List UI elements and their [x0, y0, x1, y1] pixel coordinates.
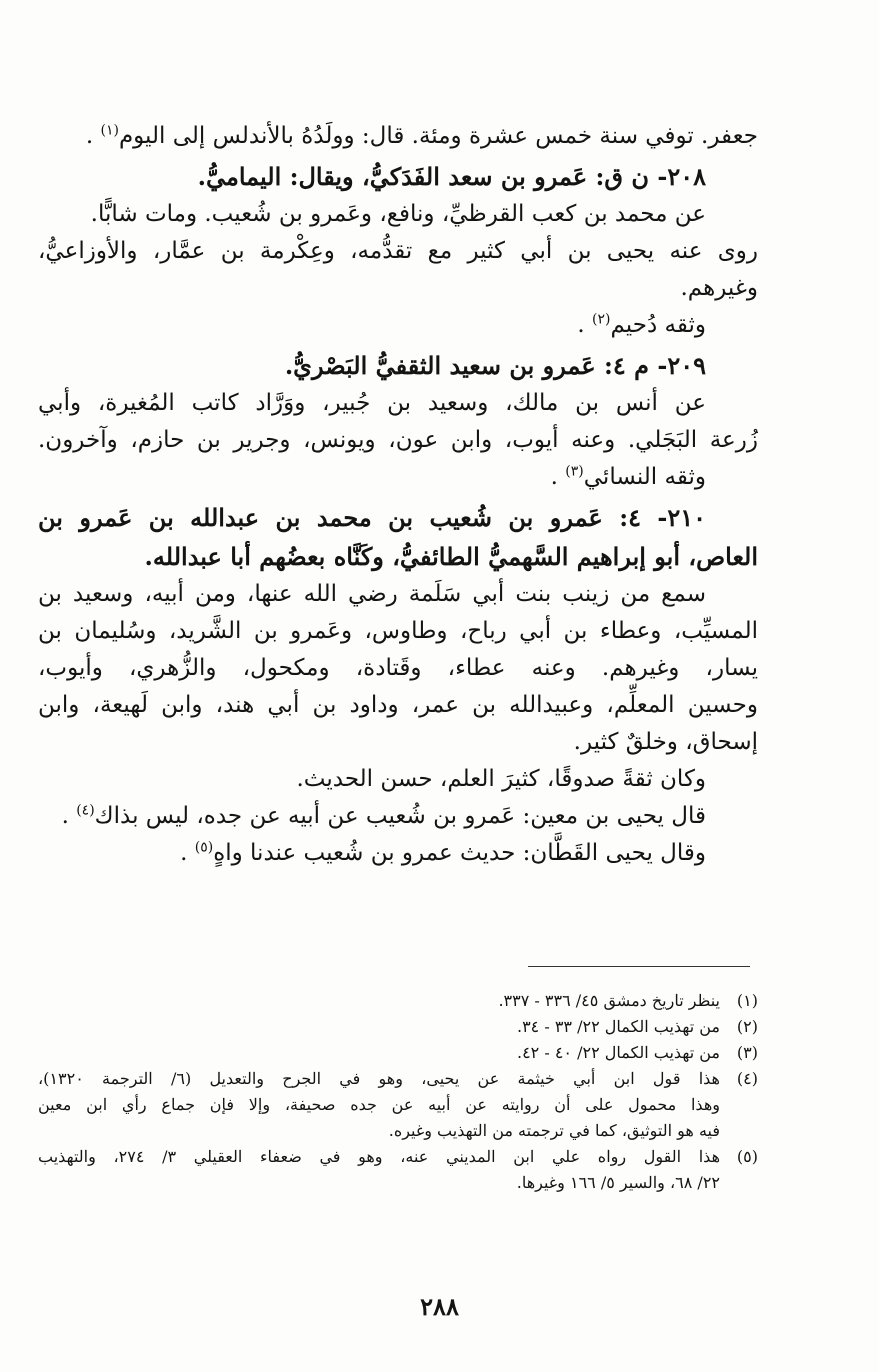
line-text: إسحاق، وخلقٌ كثير.: [573, 729, 758, 755]
footnote-line: وهذا محمول على أن روايته عن أبيه عن جده صحيفة، وإلا فإن جماع رأي ابن معين: [38, 1095, 720, 1114]
text-line: [38, 385, 758, 422]
footnotes: [38, 988, 758, 1196]
entry-heading: [38, 346, 758, 385]
footnote-line: من تهذيب الكمال ٢٢/ ٣٣ - ٣٤.: [516, 1017, 720, 1036]
line-end-punct: .: [85, 123, 101, 149]
footnote: [38, 1014, 758, 1040]
text-line: [38, 761, 758, 798]
footnote-line: ٢٢/ ٦٨، والسير ٥/ ١٦٦ وغيرها.: [516, 1173, 720, 1192]
footnote-ref: (٥): [194, 839, 214, 856]
main-text: [38, 118, 758, 872]
line-text: زُرعة البَجَلي. وعنه أيوب، وابن عون، ويونس، وجرير بن حازم، وآخرون.: [38, 427, 758, 453]
line-text: وغيرهم.: [680, 275, 758, 301]
footnote-line: هذا قول ابن أبي خيثمة عن يحيى، وهو في الجرح والتعديل (٦/ الترجمة ١٣٢٠)،: [38, 1069, 720, 1088]
line-end-punct: .: [180, 840, 195, 866]
footnote-number: (٥): [736, 1147, 758, 1166]
line-text: وثقه دُحيم: [610, 312, 706, 338]
line-text: ٢١٠- ٤: عَمرو بن شُعيب بن محمد بن عبدالله بن عَمرو بن: [38, 503, 706, 532]
footnote-ref: (٢): [592, 311, 611, 328]
text-line: [38, 613, 758, 650]
line-end-punct: .: [550, 464, 566, 490]
text-line: [38, 687, 758, 724]
text-line: [38, 422, 758, 459]
footnote-number: (٤): [736, 1069, 758, 1088]
text-line: [38, 798, 758, 835]
line-text: عن أنس بن مالك، وسعيد بن جُبير، ووَرَّاد كاتب المُغيرة، وأبي: [38, 390, 706, 416]
footnote: [38, 1066, 758, 1144]
footnote-number: (١): [736, 991, 758, 1010]
text-line: [38, 459, 758, 496]
line-text: يسار، وغيرهم. وعنه عطاء، وقَتادة، ومكحول، والزُّهري، وأيوب،: [38, 655, 758, 681]
line-text: سمع من زينب بنت أبي سَلَمة رضي الله عنها، ومن أبيه، وسعيد بن: [38, 581, 706, 607]
line-text: وثقه النسائي: [583, 464, 706, 490]
entry-heading: [38, 157, 758, 196]
footnote-divider: [528, 966, 750, 967]
text-line: [38, 233, 758, 270]
text-line: [38, 576, 758, 613]
line-text: ٢٠٨- ن ق: عَمرو بن سعد الفَدَكيُّ، ويقال: اليماميُّ.: [197, 162, 706, 191]
line-text: روى عنه يحيى بن أبي كثير مع تقدُّمه، وعِكْرمة بن عمَّار، والأوزاعيُّ،: [38, 238, 758, 264]
line-text: العاص، أبو إبراهيم السَّهميُّ الطائفيُّ، وكَنَّاه بعضُهم أبا عبدالله.: [144, 542, 758, 571]
footnote-ref: (٣): [565, 463, 584, 480]
text-line: [38, 835, 758, 872]
footnote-line: فيه هو التوثيق، كما في ترجمته من التهذيب وغيره.: [388, 1121, 720, 1140]
text-line: [38, 118, 758, 155]
footnote-ref: (١): [100, 122, 119, 139]
line-text: جعفر. توفي سنة خمس عشرة ومئة. قال: وولَدُهُ بالأندلس إلى اليوم: [118, 123, 758, 149]
footnote-line: من تهذيب الكمال ٢٢/ ٤٠ - ٤٢.: [516, 1043, 720, 1062]
line-text: وحسين المعلِّم، وعبيدالله بن عمر، وداود بن أبي هند، وابن لَهيعة، وابن: [38, 692, 758, 718]
entry-heading: [38, 498, 758, 537]
entry-heading: [38, 537, 758, 576]
text-line: [38, 724, 758, 761]
text-line: [38, 196, 758, 233]
line-end-punct: .: [61, 803, 77, 829]
footnote: [38, 1040, 758, 1066]
footnote-ref: (٤): [76, 802, 95, 819]
line-text: وقال يحيى القَطَّان: حديث عمرو بن شُعيب عندنا واهٍ: [213, 840, 706, 866]
footnote: [38, 1144, 758, 1196]
line-text: عن محمد بن كعب القرظيِّ، ونافع، وعَمرو بن شُعيب. ومات شابًّا.: [90, 201, 706, 227]
footnote-line: ينظر تاريخ دمشق ٤٥/ ٣٣٦ - ٣٣٧.: [498, 991, 720, 1010]
line-text: قال يحيى بن معين: عَمرو بن شُعيب عن أبيه عن جده، ليس بذاك: [94, 803, 706, 829]
footnote-line: هذا القول رواه علي ابن المديني عنه، وهو في ضعفاء العقيلي ٣/ ٢٧٤، والتهذيب: [38, 1147, 721, 1166]
text-line: [38, 307, 758, 344]
footnote-number: (٢): [736, 1017, 758, 1036]
line-text: المسيِّب، وعطاء بن أبي رباح، وطاوس، وعَمرو بن الشَّريد، وسُليمان بن: [38, 618, 758, 644]
line-text: وكان ثقةً صدوقًا، كثيرَ العلم، حسن الحديث.: [296, 766, 706, 792]
line-text: ٢٠٩- م ٤: عَمرو بن سعيد الثقفيُّ البَصْريُّ.: [284, 351, 706, 380]
footnote-number: (٣): [736, 1043, 758, 1062]
text-line: [38, 270, 758, 307]
page-number: ٢٨٨: [420, 1292, 459, 1321]
line-end-punct: .: [577, 312, 593, 338]
text-line: [38, 650, 758, 687]
footnote: [38, 988, 758, 1014]
